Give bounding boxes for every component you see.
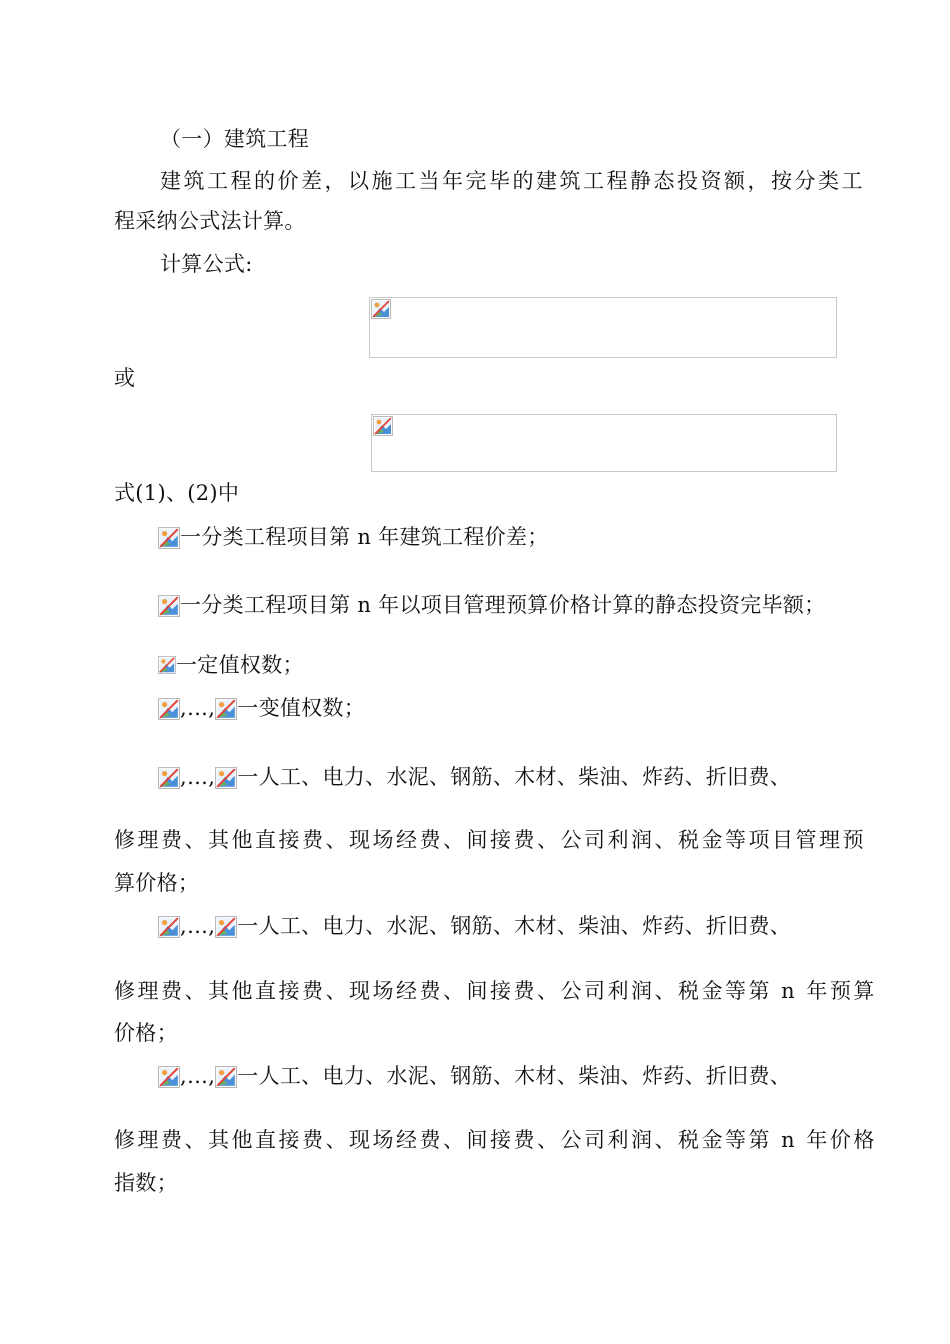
definition-item [158,912,791,940]
ellipsis-separator: ,…, [180,696,216,720]
formula-2-image [371,414,837,472]
definition-item [158,694,365,722]
definition-text: 一变值权数； [237,696,366,720]
definition-item [158,763,791,791]
definition-text: 一分类工程项目第 n 年建筑工程价差； [180,525,549,549]
paragraph-line: 修理费、其他直接费、现场经费、间接费、公司利润、税金等第 n 年价格 [114,1128,877,1152]
definition-item [158,1062,791,1090]
or-text: 或 [114,366,136,390]
definition-text: 一定值权数； [176,653,304,677]
paragraph-line: 修理费、其他直接费、现场经费、间接费、公司利润、税金等项目管理预 [114,828,866,852]
paragraph-line: 建筑工程的价差，以施工当年完毕的建筑工程静态投资额，按分类工 [160,169,865,193]
broken-image-icon [371,299,391,319]
broken-image-icon [215,1065,237,1089]
definition-text: 一人工、电力、水泥、钢筋、木材、柴油、炸药、折旧费、 [237,1064,792,1088]
broken-image-icon [158,594,180,618]
broken-image-icon [373,416,393,436]
broken-image-icon [158,526,180,550]
broken-image-icon [215,766,237,790]
broken-image-icon [158,697,180,721]
definition-item [158,523,549,551]
formula-label: 计算公式: [160,252,253,276]
paragraph-line: 算价格； [114,871,200,895]
broken-image-icon [158,656,176,674]
ellipsis-separator: ,…, [180,765,216,789]
definition-item [158,591,825,619]
broken-image-icon [158,915,180,939]
ellipsis-separator: ,…, [180,1064,216,1088]
formula-1-image [369,297,837,358]
broken-image-icon [215,915,237,939]
broken-image-icon [215,697,237,721]
definition-item [158,651,304,679]
broken-image-icon [158,1065,180,1089]
broken-image-icon [158,766,180,790]
definition-text: 一人工、电力、水泥、钢筋、木材、柴油、炸药、折旧费、 [237,914,792,938]
paragraph-line: 价格； [114,1021,178,1045]
formula-reference: 式(1)、(2)中 [114,481,240,505]
paragraph-line: 指数； [114,1171,178,1195]
ellipsis-separator: ,…, [180,914,216,938]
definition-text: 一分类工程项目第 n 年以项目管理预算价格计算的静态投资完毕额； [180,593,826,617]
section-heading: （一）建筑工程 [160,127,310,151]
paragraph-line: 修理费、其他直接费、现场经费、间接费、公司利润、税金等第 n 年预算 [114,979,877,1003]
definition-text: 一人工、电力、水泥、钢筋、木材、柴油、炸药、折旧费、 [237,765,792,789]
paragraph-line: 程采纳公式法计算。 [114,209,306,233]
